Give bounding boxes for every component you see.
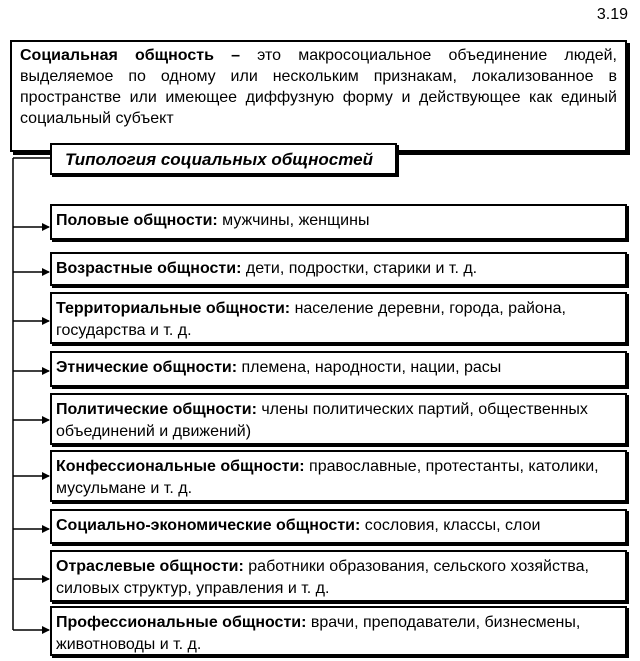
item-political-communities <box>50 393 627 445</box>
item-desc: православные, протестанты, католики, мусульмане и т. д. <box>56 458 599 497</box>
item-name: Половые общности: <box>56 212 218 229</box>
item-desc: дети, подростки, старики и т. д. <box>241 260 478 277</box>
definition-term: Социальная общность <box>20 47 214 64</box>
item-desc: врачи, преподаватели, бизнесмены, животноводы и т. д. <box>56 614 581 653</box>
item-name: Конфессиональные общности: <box>56 458 305 475</box>
item-age-communities <box>50 252 627 286</box>
item-name: Социально-экономические общности: <box>56 517 361 534</box>
item-desc: сословия, классы, слои <box>360 517 541 534</box>
item-name: Отраслевые общности: <box>56 558 244 575</box>
item-name: Возрастные общности: <box>56 260 242 277</box>
item-desc: работники образования, сельского хозяйства, силовых структур, управления и т. д. <box>56 558 589 597</box>
item-name: Политические общности: <box>56 401 257 418</box>
definition-text: это макросоциальное объединение людей, выделяемое по одному или нескольким признакам, локализованное в пространстве или имеющее диффузную форму и действующее как единый социальный субъект <box>20 47 617 127</box>
page-number: 3.19 <box>596 6 628 23</box>
item-name: Этнические общности: <box>56 359 238 376</box>
item-desc: племена, народности, нации, расы <box>237 359 502 376</box>
item-ethnic-communities <box>50 351 627 387</box>
definition-dash: – <box>213 47 258 64</box>
item-gender-communities <box>50 204 627 240</box>
item-sectoral-communities <box>50 550 627 602</box>
item-desc: члены политических партий, общественных объединений и движений) <box>56 401 588 440</box>
item-professional-communities <box>50 606 627 656</box>
item-name: Профессиональные общности: <box>56 614 307 631</box>
item-territorial-communities <box>50 292 627 344</box>
item-desc: мужчины, женщины <box>217 212 370 229</box>
item-name: Территориальные общности: <box>56 300 291 317</box>
typology-title: Типология социальных общностей <box>50 143 397 175</box>
item-desc: население деревни, города, района, государства и т. д. <box>56 300 566 339</box>
item-socioeconomic-communities <box>50 509 627 544</box>
item-confessional-communities <box>50 450 627 502</box>
